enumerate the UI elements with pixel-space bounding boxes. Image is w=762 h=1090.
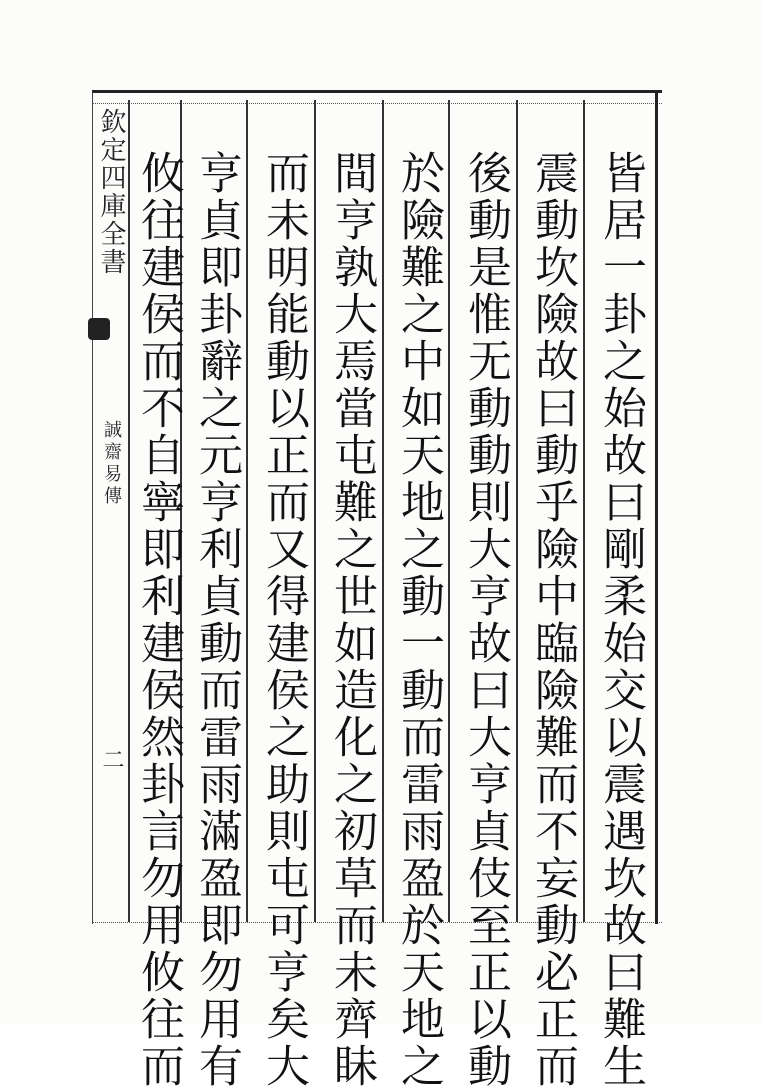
text-column-6: 而未明能動以正而又得建侯之助則屯可亨矣大	[258, 150, 309, 1090]
text-column-2: 震動坎險故曰動乎險中臨險難而不妄動必正而	[527, 150, 578, 1090]
text-column-5: 間亨孰大焉當屯難之世如造化之初草而未齊眛	[326, 150, 377, 1090]
text-column-7: 亨貞即卦辭之元亨利貞動而雷雨滿盈即勿用有	[191, 150, 242, 1090]
column-divider	[448, 100, 450, 922]
left-border-rule	[92, 92, 93, 924]
right-border-rule	[655, 92, 658, 924]
section-title: 誠齋易傳	[101, 420, 122, 508]
ink-mark	[88, 318, 110, 340]
text-column-3: 後動是惟无動動則大亨故曰大亨貞伎至正以動	[460, 150, 511, 1090]
column-divider	[583, 100, 585, 922]
book-title: 欽定四庫全書	[96, 108, 126, 276]
page-number: 二	[99, 748, 124, 770]
text-column-4: 於險難之中如天地之動一動而雷雨盈於天地之	[393, 150, 444, 1090]
column-divider	[382, 100, 384, 922]
column-divider	[246, 100, 248, 922]
column-divider	[516, 100, 518, 922]
text-column-8: 攸往建侯而不自寧即利建侯然卦言勿用攸往而	[133, 150, 184, 1090]
top-border-rule	[92, 90, 662, 104]
text-column-1: 皆居一卦之始故曰剛柔始交以震遇坎故曰難生	[595, 150, 646, 1090]
column-divider	[314, 100, 316, 922]
